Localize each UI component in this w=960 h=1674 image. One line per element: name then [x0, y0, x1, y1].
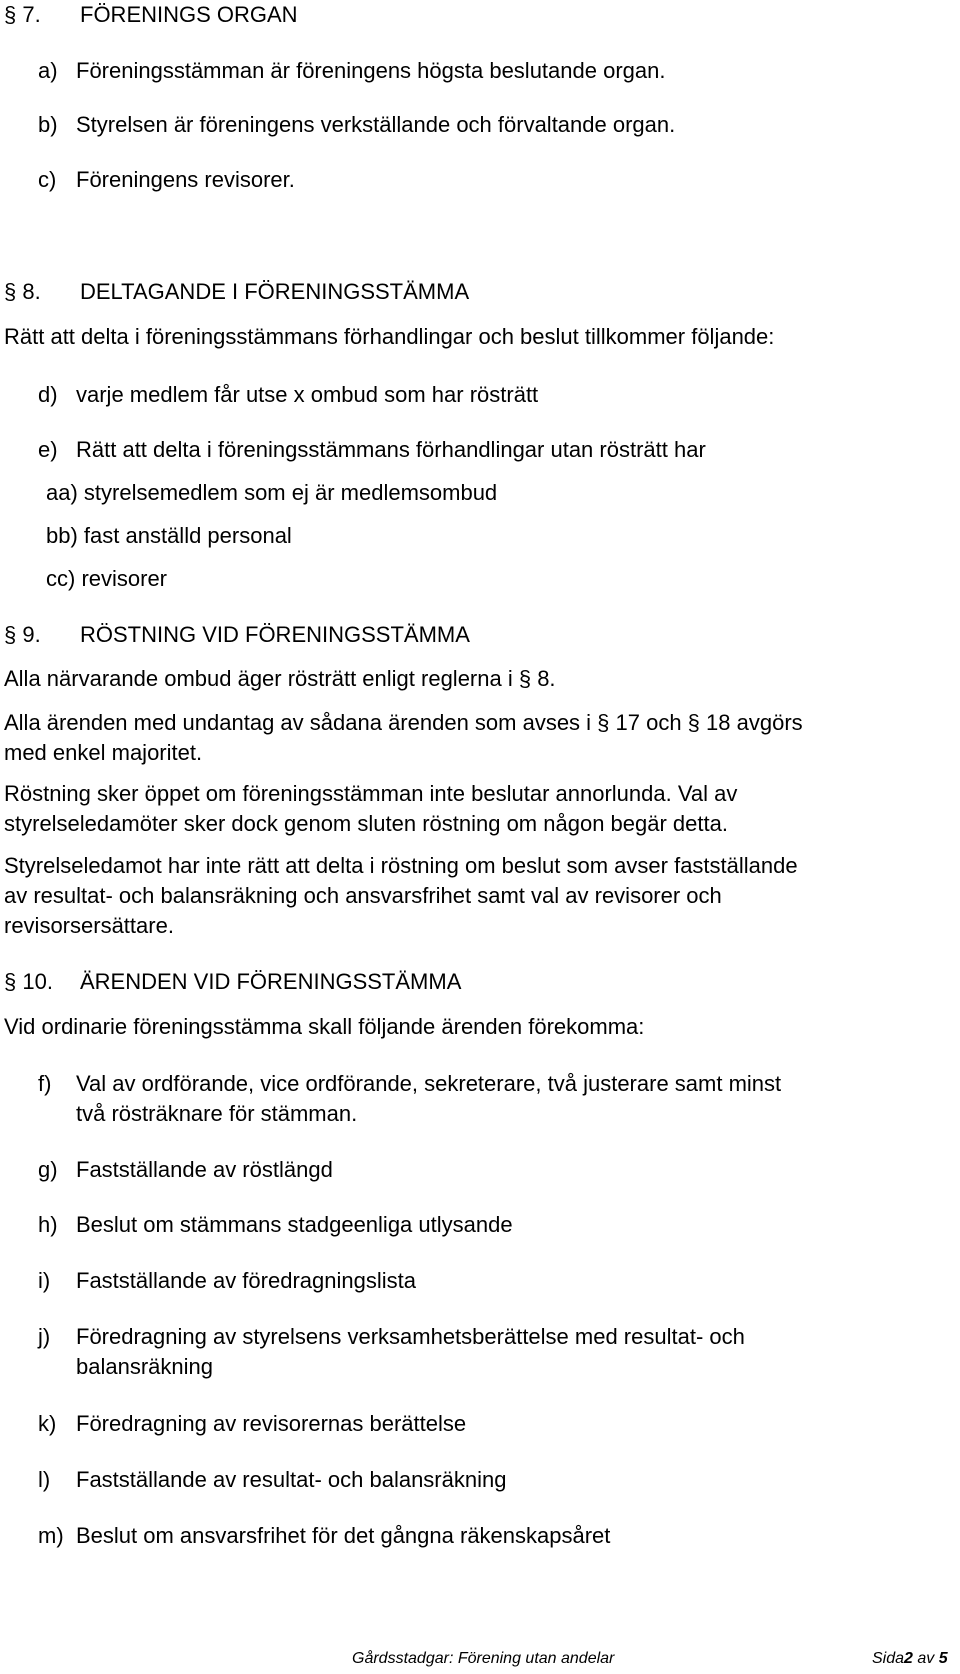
paragraph-line: Styrelseledamot har inte rätt att delta i röstning om beslut som avser fastställande: [4, 853, 798, 878]
section-10-heading: [4, 967, 462, 997]
list-text: Styrelsen är föreningens verkställande och förvaltande organ.: [76, 112, 676, 137]
list-label: b): [38, 112, 58, 137]
list-label: g): [38, 1157, 58, 1182]
list-text: Fastställande av röstlängd: [76, 1157, 333, 1182]
list-text: Fastställande av föredragningslista: [76, 1268, 416, 1293]
paragraph-line: av resultat- och balansräkning och ansvarsfrihet samt val av revisorer och: [4, 883, 722, 908]
paragraph-line: Röstning sker öppet om föreningsstämman inte beslutar annorlunda. Val av: [4, 781, 738, 806]
paragraph-line: Alla ärenden med undantag av sådana ärenden som avses i § 17 och § 18 avgörs: [4, 710, 803, 735]
list-label: m): [38, 1523, 64, 1548]
section-9-heading: [4, 620, 470, 650]
paragraph-line: revisorsersättare.: [4, 913, 174, 938]
paragraph-line: med enkel majoritet.: [4, 740, 203, 765]
list-text: Val av ordförande, vice ordförande, sekreterare, två justerare samt minst: [76, 1071, 782, 1096]
list-text: Fastställande av resultat- och balansräkning: [76, 1467, 507, 1492]
list-label: c): [38, 167, 57, 192]
list-text: Föreningens revisorer.: [76, 167, 295, 192]
list-label: a): [38, 58, 58, 83]
sub-list-item: aa) styrelsemedlem som ej är medlemsombud: [46, 480, 498, 505]
list-label: l): [38, 1467, 51, 1492]
list-text: Beslut om stämmans stadgeenliga utlysande: [76, 1212, 513, 1237]
list-text-continuation: balansräkning: [76, 1354, 213, 1379]
footer-page-number: [872, 1649, 948, 1669]
list-text: varje medlem får utse x ombud som har rösträtt: [76, 382, 539, 407]
paragraph: Rätt att delta i föreningsstämmans förhandlingar och beslut tillkommer följande:: [4, 324, 775, 349]
paragraph: Alla närvarande ombud äger rösträtt enligt reglerna i § 8.: [4, 666, 556, 691]
list-text: Beslut om ansvarsfrihet för det gångna räkenskapsåret: [76, 1523, 611, 1548]
paragraph-line: styrelseledamöter sker dock genom sluten röstning om någon begär detta.: [4, 811, 728, 836]
section-title: FÖRENINGS ORGAN: [80, 2, 298, 27]
list-label: f): [38, 1071, 52, 1096]
section-number: § 7.: [4, 2, 41, 27]
list-label: i): [38, 1268, 51, 1293]
list-label: e): [38, 437, 58, 462]
section-number: § 8.: [4, 279, 41, 304]
section-title: RÖSTNING VID FÖRENINGSSTÄMMA: [80, 622, 470, 647]
section-8-heading: [4, 277, 470, 307]
list-text-continuation: två rösträknare för stämman.: [76, 1101, 358, 1126]
page-prefix: Sida: [872, 1650, 905, 1667]
list-text: Föredragning av revisorernas berättelse: [76, 1411, 467, 1436]
section-title: ÄRENDEN VID FÖRENINGSSTÄMMA: [80, 969, 462, 994]
list-label: d): [38, 382, 58, 407]
section-title: DELTAGANDE I FÖRENINGSSTÄMMA: [80, 279, 470, 304]
section-7-heading: [4, 0, 298, 30]
list-label: k): [38, 1411, 57, 1436]
list-text: Föreningsstämman är föreningens högsta beslutande organ.: [76, 58, 666, 83]
current-page: 2: [904, 1650, 913, 1667]
sub-list-item: cc) revisorer: [46, 566, 168, 591]
paragraph: Vid ordinarie föreningsstämma skall följande ärenden förekomma:: [4, 1014, 645, 1039]
list-label: j): [38, 1324, 51, 1349]
list-text: Föredragning av styrelsens verksamhetsberättelse med resultat- och: [76, 1324, 745, 1349]
list-text: Rätt att delta i föreningsstämmans förhandlingar utan rösträtt har: [76, 437, 706, 462]
section-number: § 9.: [4, 622, 41, 647]
total-pages: 5: [938, 1650, 948, 1667]
section-number: § 10.: [4, 969, 53, 994]
sub-list-item: bb) fast anställd personal: [46, 523, 292, 548]
footer-document-title: Gårdsstadgar: Förening utan andelar: [352, 1650, 615, 1667]
list-label: h): [38, 1212, 58, 1237]
page-of: av: [917, 1650, 935, 1667]
